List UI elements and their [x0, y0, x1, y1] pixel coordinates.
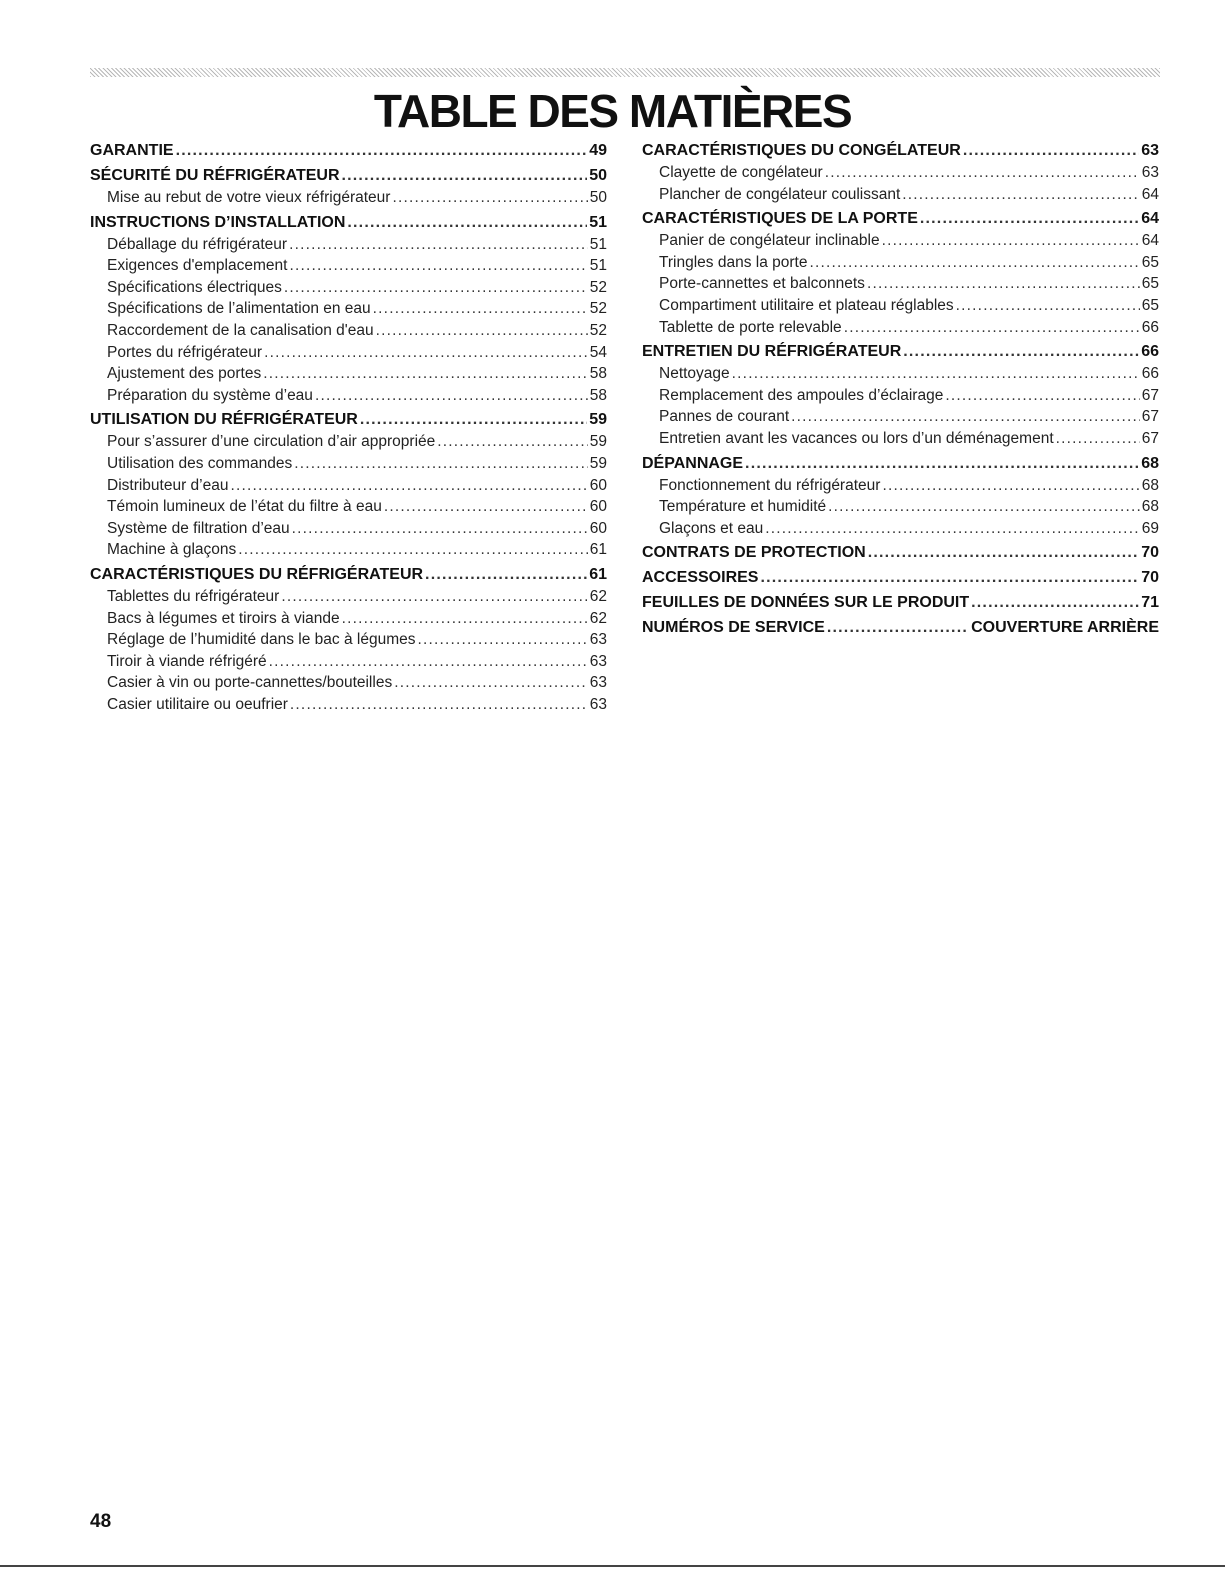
toc-subsection-entry [90, 385, 607, 407]
toc-subsection-entry [642, 475, 1159, 497]
toc-entry-page: 52 [589, 278, 607, 296]
dot-leader [1056, 428, 1140, 450]
toc-entry-title: Préparation du système d’eau [107, 386, 313, 404]
toc-subsection-entry [90, 672, 607, 694]
toc-section-entry [642, 542, 1159, 564]
toc-entry-title: Tiroir à viande réfrigéré [107, 652, 267, 670]
toc-entry-title: Remplacement des ampoules d’éclairage [659, 386, 944, 404]
toc-subsection-entry [90, 518, 607, 540]
dot-leader [392, 187, 587, 209]
dot-leader [732, 363, 1140, 385]
toc-subsection-entry [90, 298, 607, 320]
toc-entry-page: 70 [1141, 544, 1159, 562]
toc-subsection-entry [642, 162, 1159, 184]
dot-leader [417, 629, 587, 651]
toc-section-entry [90, 140, 607, 162]
toc-entry-page: 60 [589, 476, 607, 494]
toc-subsection-entry [642, 295, 1159, 317]
toc-entry-title: Spécifications électriques [107, 278, 282, 296]
toc-subsection-entry [90, 539, 607, 561]
toc-entry-title: Fonctionnement du réfrigérateur [659, 476, 881, 494]
dot-leader [828, 496, 1140, 518]
toc-subsection-entry [90, 496, 607, 518]
toc-entry-title: SÉCURITÉ DU RÉFRIGÉRATEUR [90, 167, 340, 184]
toc-subsection-entry [642, 273, 1159, 295]
toc-entry-title: Système de filtration d’eau [107, 519, 290, 537]
dot-leader [945, 385, 1139, 407]
toc-entry-page: 68 [1141, 454, 1159, 472]
dot-leader [263, 363, 588, 385]
toc-section-entry [90, 409, 607, 431]
toc-section-entry [642, 453, 1159, 475]
toc-entry-title: Déballage du réfrigérateur [107, 235, 288, 253]
toc-entry-title: CONTRATS DE PROTECTION [642, 544, 866, 562]
toc-subsection-entry [90, 475, 607, 497]
toc-entry-page: 68 [1141, 498, 1159, 516]
toc-entry-page: 50 [589, 167, 607, 184]
toc-entry-title: Compartiment utilitaire et plateau réglables [659, 296, 954, 314]
toc-entry-title: CARACTÉRISTIQUES DE LA PORTE [642, 210, 918, 228]
decorative-header-bar [90, 68, 1160, 77]
dot-leader [376, 320, 588, 342]
toc-entry-title: NUMÉROS DE SERVICE [642, 619, 825, 637]
dot-leader [373, 298, 588, 320]
dot-leader [956, 295, 1140, 317]
dot-leader [882, 230, 1140, 252]
dot-leader [342, 165, 588, 187]
toc-entry-title: CARACTÉRISTIQUES DU RÉFRIGÉRATEUR [90, 565, 424, 583]
toc-entry-page: 60 [589, 498, 607, 516]
toc-section-entry [642, 341, 1159, 363]
dot-leader [882, 475, 1139, 497]
toc-subsection-entry [90, 363, 607, 385]
dot-leader [920, 208, 1139, 230]
toc-section-entry [90, 212, 607, 234]
page-number: 48 [90, 1511, 112, 1532]
toc-entry-page: 66 [1141, 343, 1159, 361]
page-title: TABLE DES MATIÈRES [373, 85, 852, 137]
dot-leader [437, 431, 587, 453]
toc-entry-page: 52 [589, 321, 607, 339]
toc-entry-page: 64 [1141, 210, 1159, 228]
toc-entry-title: ACCESSOIRES [642, 569, 759, 587]
toc-entry-title: Utilisation des commandes [107, 454, 293, 472]
dot-leader [971, 592, 1139, 614]
toc-section-entry [642, 140, 1159, 162]
dot-leader [394, 672, 588, 694]
dot-leader [903, 341, 1139, 363]
toc-subsection-entry [90, 694, 607, 716]
toc-entry-page: 64 [1141, 185, 1159, 203]
toc-entry-page: 58 [589, 386, 607, 404]
toc-entry-title: UTILISATION DU RÉFRIGÉRATEUR [90, 411, 358, 429]
toc-section-entry [90, 564, 607, 586]
toc-entry-page: 67 [1141, 386, 1159, 404]
dot-leader [868, 542, 1140, 564]
toc-entry-title: Ajustement des portes [107, 365, 262, 383]
toc-entry-title: Température et humidité [659, 498, 827, 516]
toc-entry-page: 50 [589, 189, 607, 206]
dot-leader [963, 140, 1139, 162]
toc-entry-page: 58 [589, 365, 607, 383]
dot-leader [844, 317, 1140, 339]
toc-entry-title: Porte-cannettes et balconnets [659, 275, 865, 293]
toc-entry-title: Bacs à légumes et tiroirs à viande [107, 609, 340, 627]
toc-section-entry [90, 165, 607, 187]
dot-leader [791, 406, 1140, 428]
toc-entry-title: Distributeur d’eau [107, 476, 229, 494]
dot-leader [384, 496, 588, 518]
toc-entry-title: Témoin lumineux de l’état du filtre à eau [107, 498, 382, 516]
toc-entry-page: 59 [589, 433, 607, 451]
dot-leader [360, 409, 587, 431]
dot-leader [176, 140, 588, 162]
toc-subsection-entry [642, 252, 1159, 274]
dot-leader [315, 385, 588, 407]
toc-subsection-entry [90, 453, 607, 475]
toc-entry-page: 69 [1141, 519, 1159, 537]
dot-leader [867, 273, 1140, 295]
toc-entry-page: 68 [1141, 476, 1159, 494]
toc-entry-title: ENTRETIEN DU RÉFRIGÉRATEUR [642, 343, 902, 361]
dot-leader [264, 342, 588, 364]
dot-leader [269, 651, 588, 673]
toc-section-entry [642, 592, 1159, 614]
dot-leader [425, 564, 587, 586]
bottom-divider [0, 1565, 1225, 1567]
toc-entry-title: Raccordement de la canalisation d'eau [107, 321, 374, 339]
toc-entry-title: CARACTÉRISTIQUES DU CONGÉLATEUR [642, 142, 961, 159]
toc-section-entry [642, 617, 1159, 639]
toc-entry-title: DÉPANNAGE [642, 454, 744, 472]
toc-entry-title: Mise au rebut de votre vieux réfrigérateur [107, 189, 391, 206]
toc-subsection-entry [90, 320, 607, 342]
toc-subsection-entry [90, 255, 607, 277]
dot-leader [290, 694, 588, 716]
toc-entry-page: 66 [1141, 318, 1159, 336]
dot-leader [284, 277, 588, 299]
toc-entry-page: 66 [1141, 365, 1159, 383]
toc-entry-page: 65 [1141, 275, 1159, 293]
dot-leader [827, 617, 969, 639]
dot-leader [230, 475, 587, 497]
toc-entry-page: 51 [589, 257, 607, 275]
toc-subsection-entry [642, 184, 1159, 206]
toc-entry-page: 61 [589, 541, 607, 559]
toc-entry-title: Portes du réfrigérateur [107, 343, 263, 361]
toc-entry-page: 65 [1141, 253, 1159, 271]
toc-entry-page: 63 [589, 652, 607, 670]
toc-entry-title: Exigences d'emplacement [107, 257, 288, 275]
dot-leader [289, 234, 588, 256]
dot-leader [342, 608, 588, 630]
toc-entry-page: 63 [589, 631, 607, 649]
toc-entry-page: 65 [1141, 296, 1159, 314]
toc-entry-page: 63 [589, 674, 607, 692]
toc-entry-title: Spécifications de l’alimentation en eau [107, 300, 371, 318]
toc-entry-title: Pour s’assurer d’une circulation d’air appropriée [107, 433, 436, 451]
toc-entry-page: 51 [589, 235, 607, 253]
toc-entry-title: Nettoyage [659, 365, 730, 383]
toc-entry-title: Tringles dans la porte [659, 253, 808, 271]
dot-leader [809, 252, 1139, 274]
toc-entry-page: 67 [1141, 408, 1159, 426]
toc-subsection-entry [90, 342, 607, 364]
toc-entry-title: Machine à glaçons [107, 541, 237, 559]
toc-entry-page: 59 [589, 454, 607, 472]
toc-entry-title: Entretien avant les vacances ou lors d’un déménagement [659, 429, 1054, 447]
toc-entry-title: FEUILLES DE DONNÉES SUR LE PRODUIT [642, 594, 970, 612]
toc-entry-title: GARANTIE [90, 142, 174, 159]
toc-entry-page: 61 [589, 565, 607, 583]
toc-entry-title: Casier utilitaire ou oeufrier [107, 695, 288, 713]
toc-entry-title: Panier de congélateur inclinable [659, 232, 880, 250]
toc-entry-title: Clayette de congélateur [659, 164, 823, 181]
toc-subsection-entry [90, 431, 607, 453]
toc-entry-title: Glaçons et eau [659, 519, 764, 537]
dot-leader [238, 539, 588, 561]
toc-subsection-entry [642, 317, 1159, 339]
toc-entry-page: 52 [589, 300, 607, 318]
toc-subsection-entry [90, 234, 607, 256]
toc-entry-page: 67 [1141, 429, 1159, 447]
toc-subsection-entry [90, 277, 607, 299]
toc-entry-page: 62 [589, 609, 607, 627]
toc-entry-title: INSTRUCTIONS D’INSTALLATION [90, 213, 346, 231]
dot-leader [292, 518, 588, 540]
toc-subsection-entry [90, 187, 607, 209]
toc-entry-page: 63 [1141, 164, 1159, 181]
toc-entry-page: 60 [589, 519, 607, 537]
dot-leader [765, 518, 1139, 540]
toc-entry-page: 71 [1141, 594, 1159, 612]
toc-entry-page: 51 [589, 213, 607, 231]
toc-subsection-entry [90, 629, 607, 651]
dot-leader [281, 586, 587, 608]
toc-subsection-entry [90, 586, 607, 608]
toc-entry-page: 62 [589, 587, 607, 605]
toc-entry-page: COUVERTURE ARRIÈRE [971, 619, 1159, 637]
toc-entry-page: 54 [589, 343, 607, 361]
toc-entry-title: Pannes de courant [659, 408, 790, 426]
toc-subsection-entry [642, 406, 1159, 428]
toc-subsection-entry [642, 363, 1159, 385]
toc-entry-title: Tablettes du réfrigérateur [107, 587, 280, 605]
toc-right-column [642, 140, 1159, 639]
dot-leader [294, 453, 588, 475]
toc-entry-page: 49 [589, 142, 607, 159]
toc-entry-page: 63 [1141, 142, 1159, 159]
dot-leader [825, 162, 1140, 184]
toc-section-entry [642, 567, 1159, 589]
toc-entry-page: 63 [589, 695, 607, 713]
dot-leader [760, 567, 1139, 589]
toc-entry-title: Réglage de l’humidité dans le bac à légumes [107, 631, 416, 649]
toc-subsection-entry [642, 496, 1159, 518]
toc-subsection-entry [642, 518, 1159, 540]
toc-subsection-entry [90, 651, 607, 673]
toc-subsection-entry [642, 230, 1159, 252]
dot-leader [289, 255, 587, 277]
toc-entry-title: Plancher de congélateur coulissant [659, 185, 901, 203]
dot-leader [745, 453, 1139, 475]
toc-subsection-entry [90, 608, 607, 630]
toc-entry-page: 59 [589, 411, 607, 429]
toc-subsection-entry [642, 428, 1159, 450]
toc-entry-title: Casier à vin ou porte-cannettes/bouteilles [107, 674, 393, 692]
dot-leader [347, 212, 587, 234]
toc-entry-title: Tablette de porte relevable [659, 318, 842, 336]
toc-entry-page: 70 [1141, 569, 1159, 587]
dot-leader [902, 184, 1139, 206]
toc-left-column [90, 140, 607, 715]
toc-entry-page: 64 [1141, 232, 1159, 250]
toc-section-entry [642, 208, 1159, 230]
toc-subsection-entry [642, 385, 1159, 407]
